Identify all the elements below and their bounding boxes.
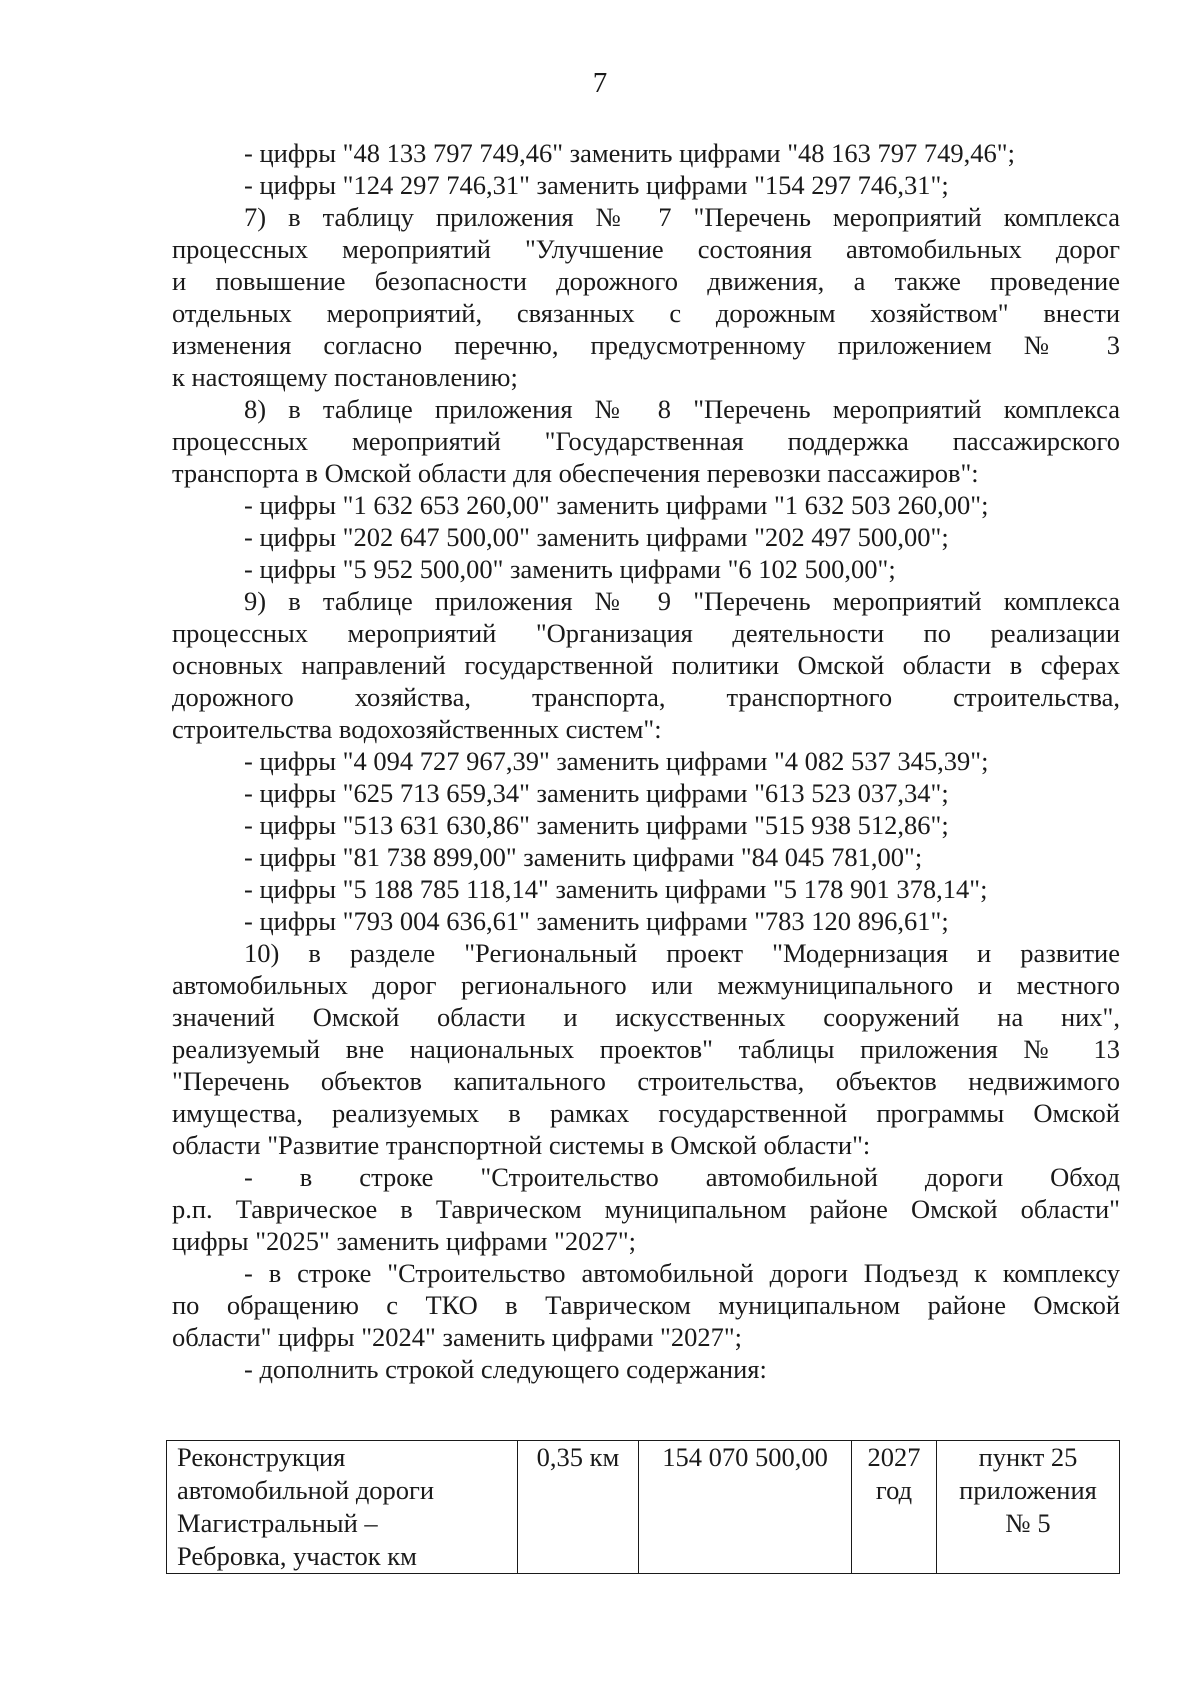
text-line: - в строке "Строительство автомобильной дороги Подъезд к комплексу	[244, 1258, 1120, 1288]
text-line: 7) в таблицу приложения № 7 "Перечень мероприятий комплекса	[244, 202, 1120, 232]
text-line: р.п. Таврическое в Таврическом муниципальном районе Омской области"	[172, 1194, 1120, 1224]
text-line: - цифры "5 188 785 118,14" заменить цифрами "5 178 901 378,14";	[244, 874, 988, 904]
text-line: - цифры "81 738 899,00" заменить цифрами "84 045 781,00";	[244, 842, 923, 872]
text-line: автомобильных дорог регионального или межмуниципального и местного	[172, 970, 1120, 1000]
cell-line: № 5	[1005, 1508, 1051, 1538]
text-line: значений Омской области и искусственных сооружений на них",	[172, 1002, 1120, 1032]
cell-line: год	[875, 1475, 913, 1505]
text-line: отдельных мероприятий, связанных с дорожным хозяйством" внести	[172, 298, 1120, 328]
added-row-table	[166, 1440, 1120, 1574]
text-line: - цифры "48 133 797 749,46" заменить цифрами "48 163 797 749,46";	[244, 138, 1015, 168]
text-line: области "Развитие транспортной системы в Омской области":	[172, 1130, 871, 1160]
text-line: 10) в разделе "Региональный проект "Модернизация и развитие	[244, 938, 1120, 968]
text-line: - цифры "4 094 727 967,39" заменить цифрами "4 082 537 345,39";	[244, 746, 989, 776]
text-line: - в строке "Строительство автомобильной дороги Обход	[244, 1162, 1120, 1192]
text-line: 8) в таблице приложения № 8 "Перечень мероприятий комплекса	[244, 394, 1120, 424]
text-line: строительства водохозяйственных систем":	[172, 714, 662, 744]
page-number: 7	[592, 67, 608, 99]
text-line: цифры "2025" заменить цифрами "2027";	[172, 1226, 637, 1256]
text-line: по обращению с ТКО в Таврическом муниципальном районе Омской	[172, 1290, 1120, 1320]
cell-line: 2027	[867, 1442, 921, 1472]
text-line: "Перечень объектов капитального строительства, объектов недвижимого	[172, 1066, 1120, 1096]
text-line: - цифры "202 647 500,00" заменить цифрами "202 497 500,00";	[244, 522, 949, 552]
cell-line: приложения	[959, 1475, 1097, 1505]
cell-year	[852, 1441, 937, 1574]
text-line: - цифры "5 952 500,00" заменить цифрами "6 102 500,00";	[244, 554, 896, 584]
text-line: - цифры "1 632 653 260,00" заменить цифрами "1 632 503 260,00";	[244, 490, 989, 520]
text-line: - цифры "625 713 659,34" заменить цифрами "613 523 037,34";	[244, 778, 949, 808]
cell-cost	[639, 1441, 852, 1574]
cell-line: автомобильной дороги	[177, 1475, 435, 1505]
cell-length	[518, 1441, 639, 1574]
text-line: 9) в таблице приложения № 9 "Перечень мероприятий комплекса	[244, 586, 1120, 616]
text-line: реализуемый вне национальных проектов" таблицы приложения № 13	[172, 1034, 1120, 1064]
text-line: дорожного хозяйства, транспорта, транспортного строительства,	[172, 682, 1120, 712]
text-line: имущества, реализуемых в рамках государственной программы Омской	[172, 1098, 1120, 1128]
text-line: - цифры "793 004 636,61" заменить цифрами "783 120 896,61";	[244, 906, 949, 936]
cell-reference	[937, 1441, 1120, 1574]
cell-line: пункт 25	[978, 1442, 1078, 1472]
cell-line: 0,35 км	[536, 1442, 620, 1472]
body-text	[172, 137, 1120, 1385]
text-line: процессных мероприятий "Государственная поддержка пассажирского	[172, 426, 1120, 456]
text-line: области" цифры "2024" заменить цифрами "2027";	[172, 1322, 743, 1352]
cell-line: Реконструкция	[177, 1442, 346, 1472]
cell-object-name	[167, 1441, 518, 1574]
text-line: - цифры "513 631 630,86" заменить цифрами "515 938 512,86";	[244, 810, 949, 840]
table-row	[167, 1441, 1120, 1574]
cell-line: Магистральный –	[177, 1508, 378, 1538]
text-line: процессных мероприятий "Организация деятельности по реализации	[172, 618, 1120, 648]
text-line: - дополнить строкой следующего содержания:	[244, 1354, 767, 1384]
text-line: процессных мероприятий "Улучшение состояния автомобильных дорог	[172, 234, 1120, 264]
cell-line: Ребровка, участок км	[177, 1541, 417, 1571]
text-line: к настоящему постановлению;	[172, 362, 518, 392]
text-line: - цифры "124 297 746,31" заменить цифрами "154 297 746,31";	[244, 170, 949, 200]
text-line: изменения согласно перечню, предусмотренному приложением № 3	[172, 330, 1120, 360]
text-line: и повышение безопасности дорожного движения, а также проведение	[172, 266, 1120, 296]
text-line: транспорта в Омской области для обеспечения перевозки пассажиров":	[172, 458, 979, 488]
text-line: основных направлений государственной политики Омской области в сферах	[172, 650, 1120, 680]
added-row-table-wrap	[166, 1440, 1120, 1574]
cell-line: 154 070 500,00	[662, 1442, 828, 1472]
